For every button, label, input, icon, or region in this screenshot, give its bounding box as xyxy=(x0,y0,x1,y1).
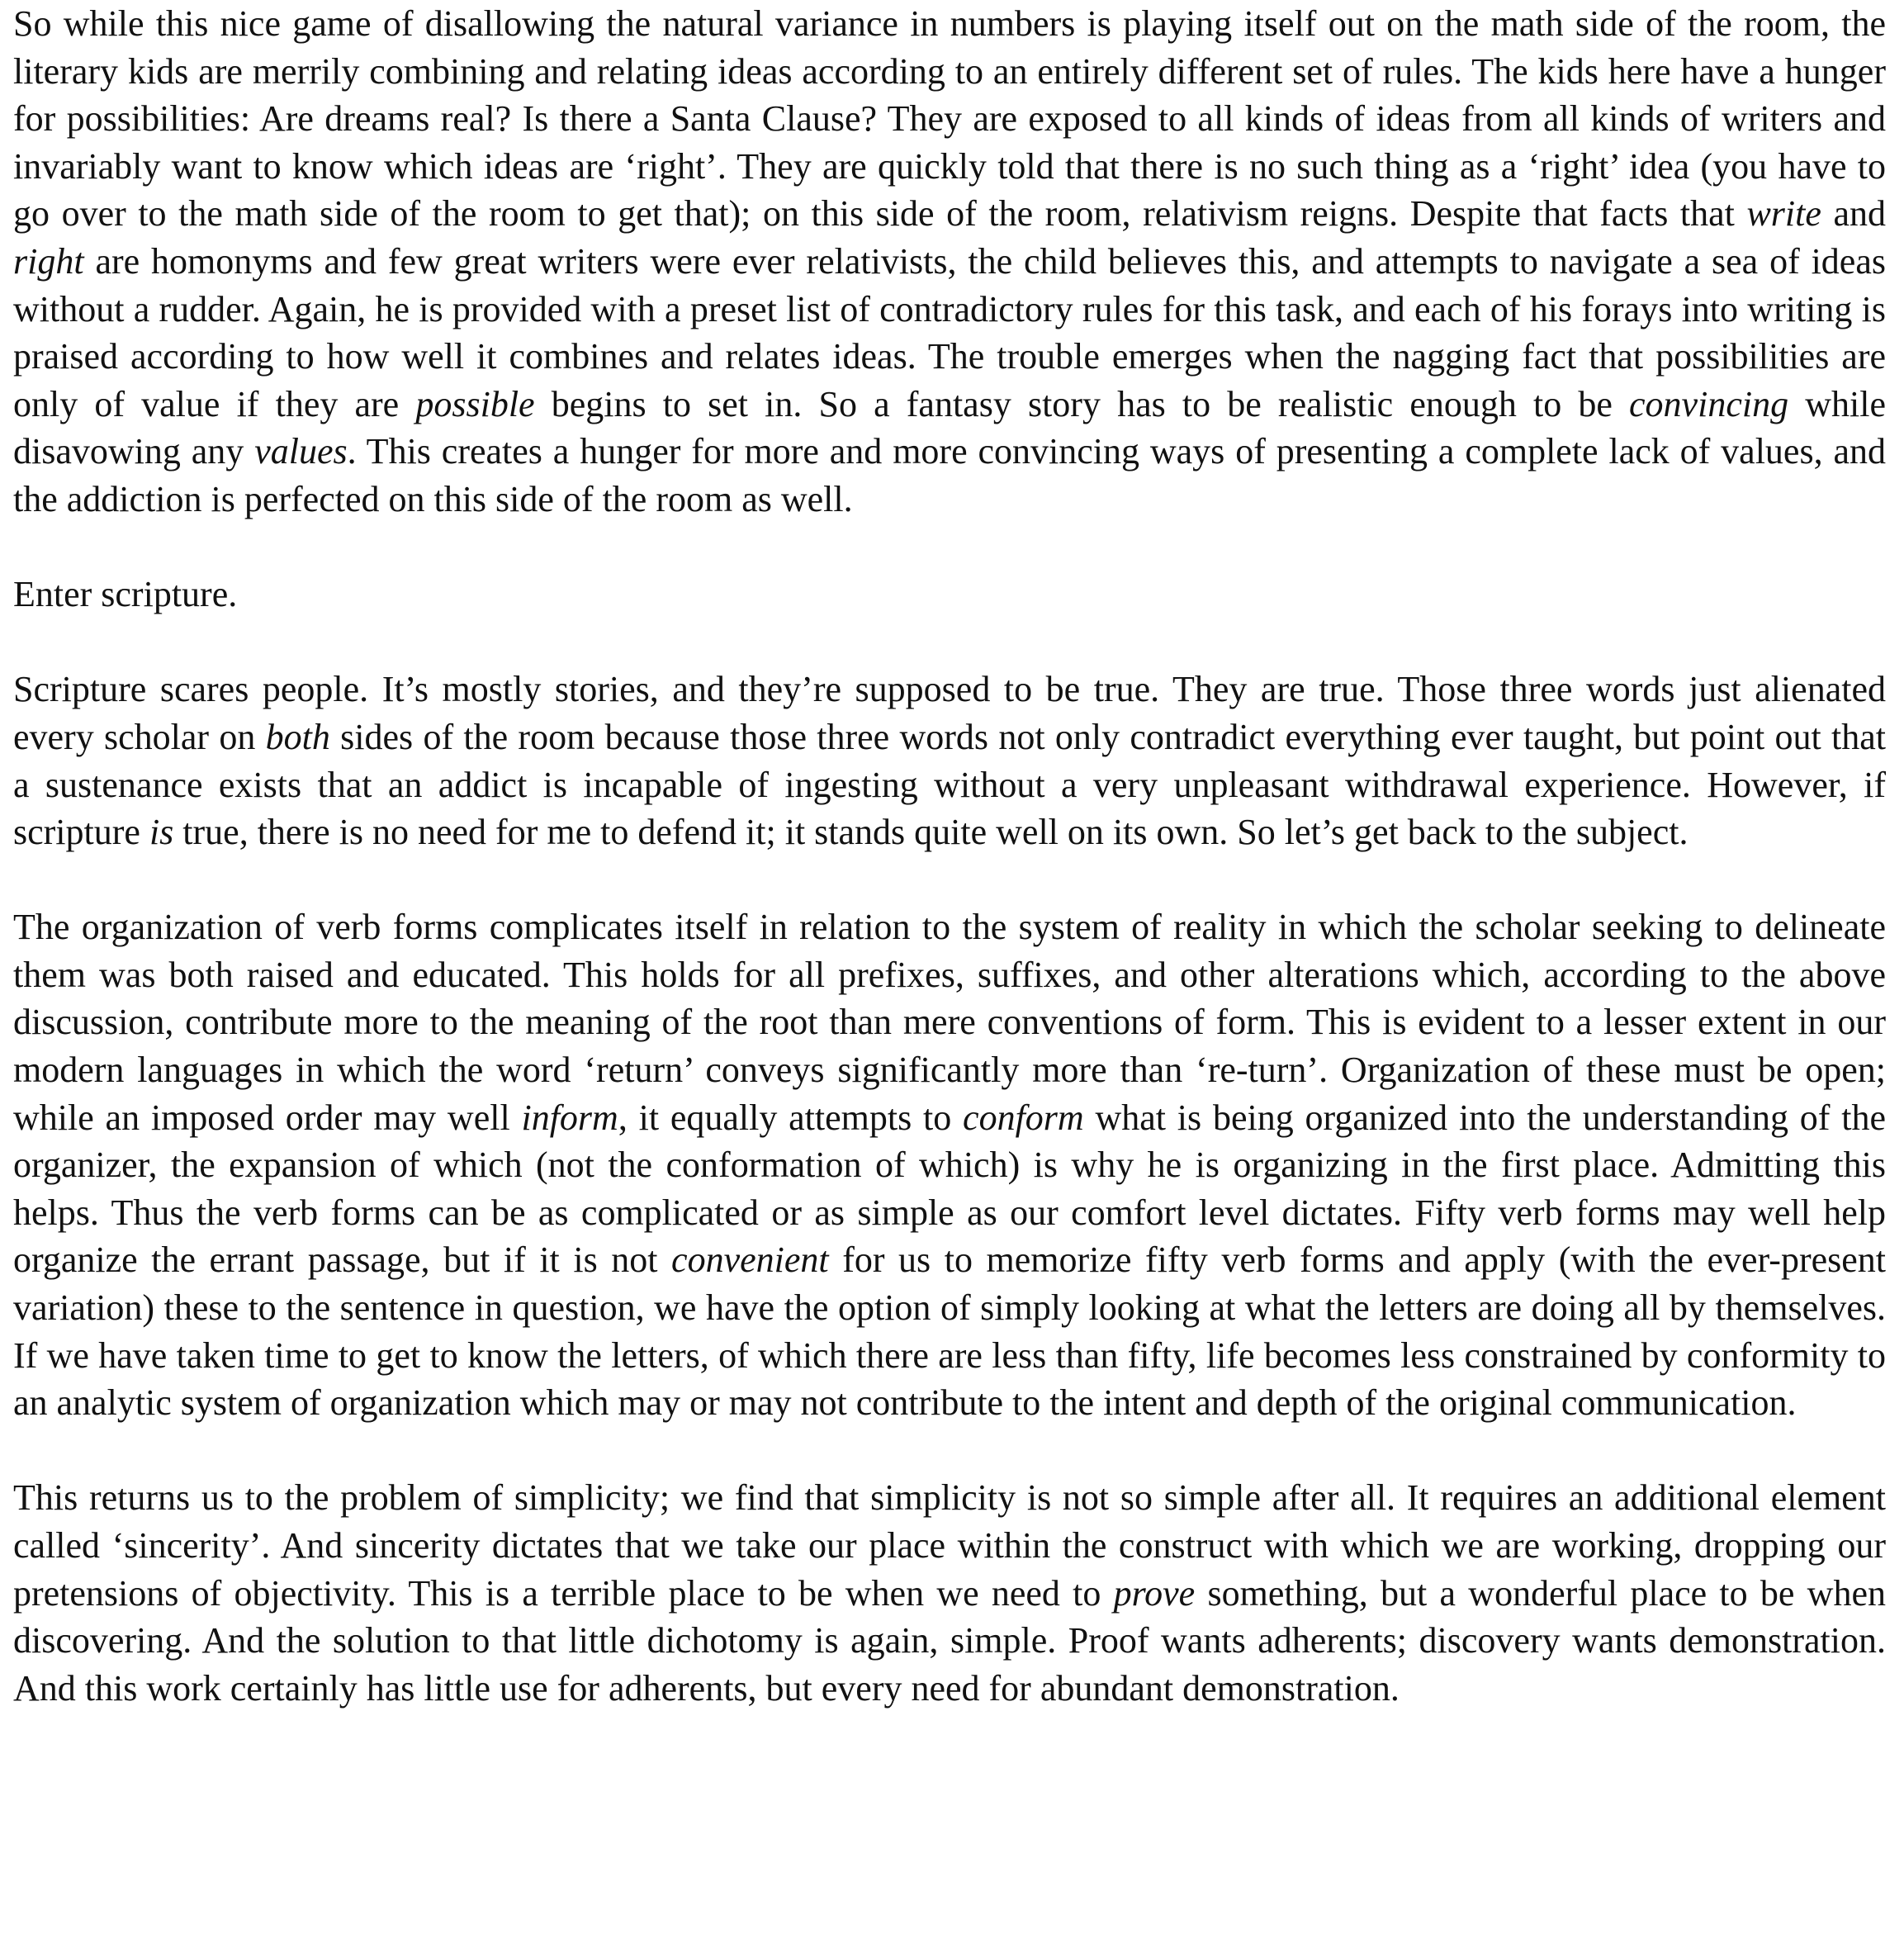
emphasis-right: right xyxy=(13,240,84,282)
text-run: begins to set in. So a fantasy story has to be realistic enough to be xyxy=(534,383,1630,424)
emphasis-prove: prove xyxy=(1113,1572,1196,1614)
emphasis-values: values xyxy=(254,431,348,472)
paragraph-scripture-scares xyxy=(13,666,1886,856)
text-run: Scripture scares people. It’s mostly stories, and they’re supposed to be true. They are true. Those three words just alienated every scholar on xyxy=(13,669,1886,757)
paragraph-simplicity xyxy=(13,1474,1886,1712)
text-run: This returns us to the problem of simplicity; we find that simplicity is not so simple after all. It requires an additional element called ‘sincerity’. And sincerity dictates that we take our place within the construct with which we are working, dropping our pretensions of objectivity. This is a terrible place to be when we need to xyxy=(13,1477,1886,1614)
text-run: something, but a wonderful place to be when discovering. And the solution to that little dichotomy is again, simple. Proof wants adherents; discovery wants demonstration. And this work certainly has little use for adherents, but every need for abundant demonstration. xyxy=(13,1572,1886,1709)
text-run: The organization of verb forms complicates itself in relation to the system of reality in which the scholar seeking to delineate them was both raised and educated. This holds for all prefixes, suffixes, and other alterations which, according to the above discussion, contribute more to the meaning of the root than mere conventions of form. This is evident to a lesser extent in our modern languages in which the word ‘return’ conveys significantly more than ‘re-turn’. Organization of these must be open; while an imposed order may well xyxy=(13,907,1886,1138)
emphasis-both: both xyxy=(265,716,330,757)
emphasis-conform: conform xyxy=(963,1097,1084,1138)
paragraph-literary-kids xyxy=(13,0,1886,524)
text-run: and xyxy=(1821,193,1887,235)
text-run: are homonyms and few great writers were ever relativists, the child believes this, and attempts to navigate a sea of ideas without a rudder. Again, he is provided with a preset list of contradictory rules for this task, and each of his forays into writing is praised according to how well it combines and relates ideas. The trouble emerges when the nagging fact that possibilities are only of value if they are xyxy=(13,240,1886,424)
emphasis-possible: possible xyxy=(415,383,535,424)
paragraph-enter-scripture xyxy=(13,571,1886,619)
text-run: . This creates a hunger for more and more convincing ways of presenting a complete lack of values, and the addiction is perfected on this side of the room as well. xyxy=(13,431,1887,519)
paragraph-verb-forms xyxy=(13,903,1886,1427)
text-run: true, there is no need for me to defend it; it stands quite well on its own. So let’s get back to the subject. xyxy=(173,812,1688,853)
text-run: Enter scripture. xyxy=(13,574,238,615)
emphasis-convenient: convenient xyxy=(671,1239,829,1281)
text-run: for us to memorize fifty verb forms and apply (with the ever-present variation) these to the sentence in question, we have the option of simply looking at what the letters are doing all by themselves. If we have taken time to get to know the letters, of which there are less than fifty, life becomes less constrained by conformity to an analytic system of organization which may or may not contribute to the intent and depth of the original communication. xyxy=(13,1239,1887,1424)
text-run: sides of the room because those three words not only contradict everything ever taught, but point out that a sustenance exists that an addict is incapable of ingesting without a very unpleasant withdrawal experience. However, if scripture xyxy=(13,716,1886,853)
text-run: So while this nice game of disallowing the natural variance in numbers is playing itself out on the math side of the room, the literary kids are merrily combining and relating ideas according to an entirely different set of rules. The kids here have a hunger for possibilities: Are dreams real? Is there a Santa Clause? They are exposed to all kinds of ideas from all kinds of writers and invariably want to know which ideas are ‘right’. They are quickly told that there is no such thing as a ‘right’ idea (you have to go over to the math side of the room to get that); on this side of the room, relativism reigns. Despite that facts that xyxy=(13,3,1886,235)
emphasis-write: write xyxy=(1746,193,1821,235)
emphasis-is: is xyxy=(149,812,174,853)
emphasis-convincing: convincing xyxy=(1629,383,1789,424)
text-run: , it equally attempts to xyxy=(618,1097,964,1138)
text-run: what is being organized into the understanding of the organizer, the expansion of which (not the conformation of which) is why he is organizing in the first place. Admitting this helps. Thus the verb forms can be as complicated or as simple as our comfort level dictates. Fifty verb forms may well help organize the errant passage, but if it is not xyxy=(13,1097,1886,1281)
text-run: while disavowing any xyxy=(13,383,1886,472)
emphasis-inform: inform xyxy=(521,1097,618,1138)
